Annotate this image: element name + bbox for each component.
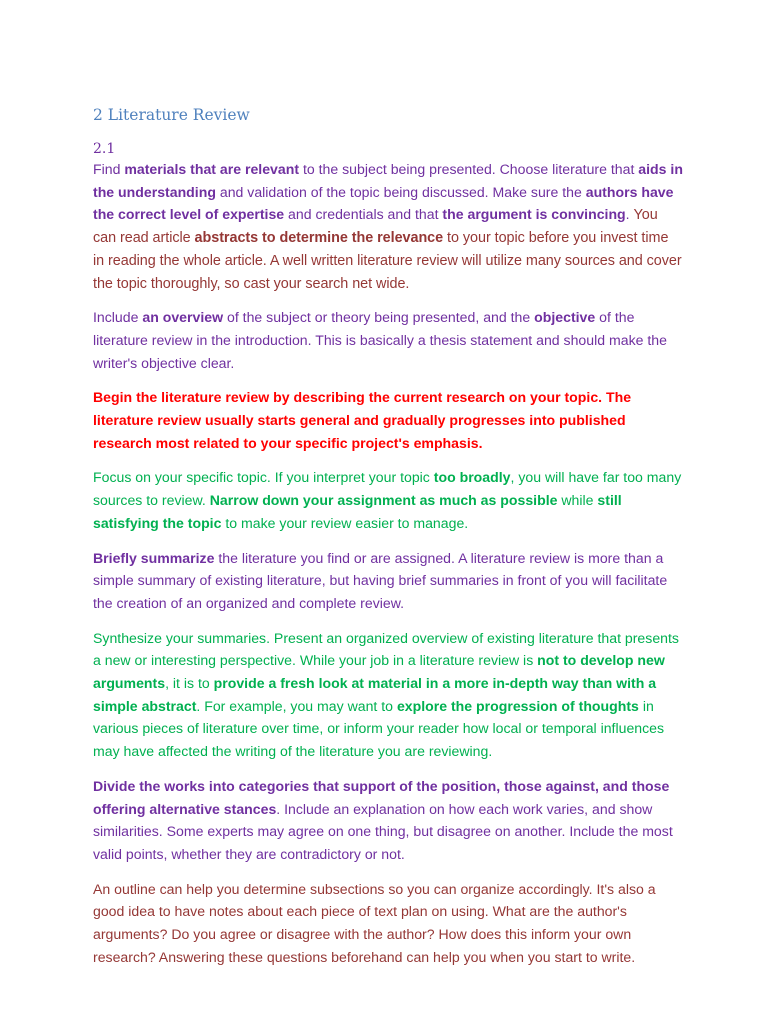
paragraph-synthesize <box>93 627 683 763</box>
subsection-number: 2.1 <box>93 141 116 157</box>
p6-text-4: in various pieces of literature over time, or inform your reader how local or temporal influences may have affected the writing of the literature you are reviewing. <box>93 697 665 760</box>
paragraph-divide-works <box>93 775 683 866</box>
p4-text-1: Focus on your specific topic. If you interpret your topic <box>93 469 434 486</box>
p4-bold-3: still satisfying the topic <box>93 492 622 531</box>
p1-text-4: and credentials and that <box>284 206 443 223</box>
paragraph-begin-review <box>93 386 683 454</box>
p7-text-1: . Include an explanation on how each work varies, and show similarities. Some experts may agree on one thing, but disagree on another. Include the most valid points, whether they are contradictory or not. <box>93 800 673 862</box>
p4-bold-2: Narrow down your assignment as much as possible <box>209 492 558 509</box>
p6-text-3: . For example, you may want to <box>196 697 397 714</box>
section-heading: 2 Literature Review <box>93 106 250 124</box>
p1-alt-text-1: You can read article <box>93 207 658 247</box>
p1-alt-bold-1: abstracts to determine the relevance <box>194 230 444 247</box>
p2-bold-1: an overview <box>142 309 224 326</box>
p5-text-1: the literature you find or are assigned. A literature review is more than a simple summary of existing literature, but having brief summaries in front of you will facilitate the creation of an organized and complete review. <box>93 549 668 611</box>
paragraph-outline: An outline can help you determine subsections so you can organize accordingly. It's also a good idea to have notes about each piece of text plan on using. What are the author's arguments? Do you agree or disagree with the author? How does this inform your own research? Answering these questions beforehand can help you when you start to write. <box>93 880 656 965</box>
p1-bold-1: materials that are relevant <box>124 161 300 177</box>
p2-bold-2: objective <box>534 309 596 326</box>
paragraph-summarize <box>93 547 683 615</box>
p1-bold-2: aids in the understanding <box>93 161 683 200</box>
p1-text-2: to the subject being presented. Choose literature that <box>299 161 639 177</box>
p1-alt-text-2: to your topic before you invest time in reading the whole article. A well written literature review will utilize many sources and cover the topic thoroughly, so cast your search net wide. <box>93 230 682 292</box>
p6-bold-3: explore the progression of thoughts <box>396 697 639 714</box>
p1-text-1: Find <box>93 161 125 177</box>
p6-bold-1: not to develop new arguments <box>93 652 665 692</box>
paragraph-focus-topic <box>93 466 683 534</box>
p2-text-3: of the literature review in the introduction. This is basically a thesis statement and should make the writer's objective clear. <box>93 309 667 371</box>
p6-text-2: , it is to <box>165 675 214 692</box>
p2-text-2: of the subject or theory being presented, and the <box>223 309 535 326</box>
p1-text-5: . <box>625 206 634 223</box>
p6-text-1: Synthesize your summaries. Present an organized overview of existing literature that presents a new or interesting perspective. While your job in a literature review is <box>93 629 679 669</box>
p4-text-2: , you will have far too many sources to review. <box>93 469 682 509</box>
p2-text-1: Include <box>93 309 143 326</box>
p1-bold-4: the argument is convincing <box>442 206 626 223</box>
p1-text-3: and validation of the topic being discussed. Make sure the <box>215 183 586 200</box>
p4-text-3: while <box>557 492 598 509</box>
p4-bold-1: too broadly <box>433 469 511 486</box>
p7-bold-1: Divide the works into categories that support of the position, those against, and those offering alternative stances <box>93 777 670 817</box>
p1-bold-3: authors have the correct level of expertise <box>93 183 674 223</box>
document-body <box>93 104 683 981</box>
paragraph-overview <box>93 306 683 374</box>
p6-bold-2: provide a fresh look at material in a more in-depth way than with a simple abstract <box>93 675 657 714</box>
p5-bold-1: Briefly summarize <box>93 549 215 566</box>
p3-bold-text: Begin the literature review by describing the current research on your topic. The literature review usually starts general and gradually progresses into published research most related to your specific project's emphasis. <box>93 389 632 451</box>
paragraph-relevant-materials <box>93 158 683 294</box>
p4-text-4: to make your review easier to manage. <box>221 514 469 531</box>
